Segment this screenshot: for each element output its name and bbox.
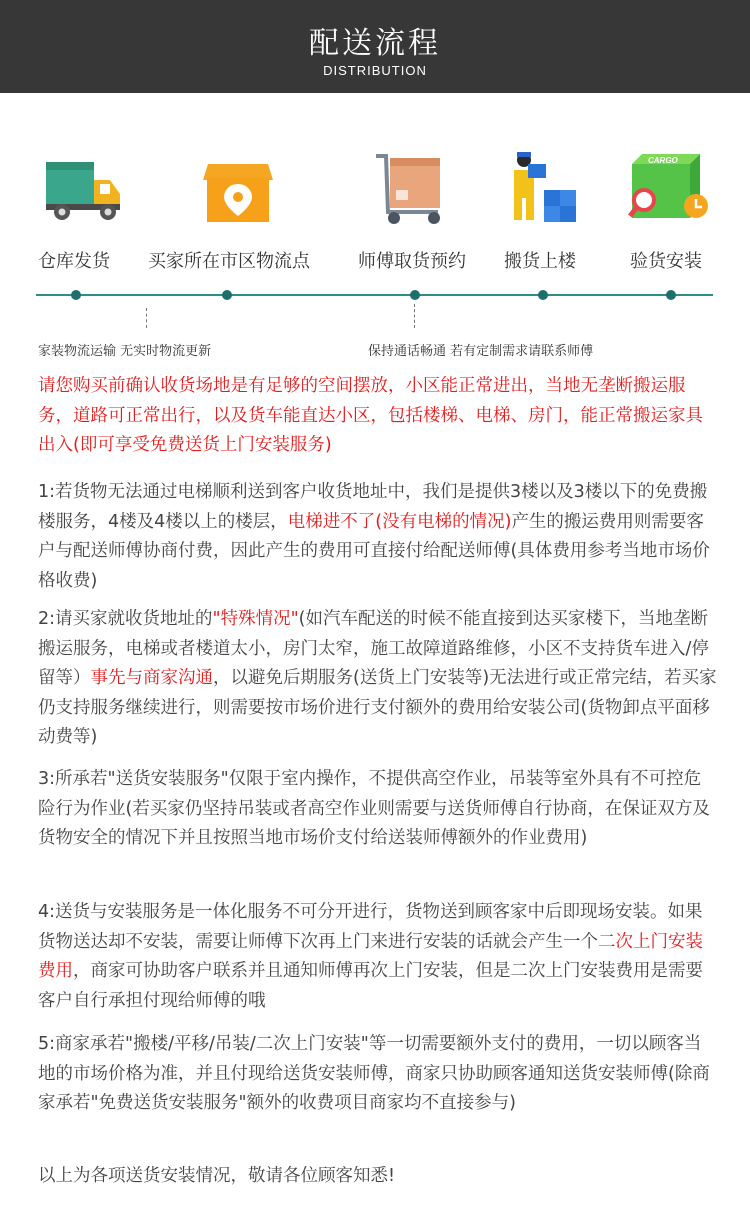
- hand-truck-box-icon: [370, 150, 460, 230]
- page-header: [0, 0, 750, 93]
- timeline-dot: [538, 290, 548, 300]
- policy-paragraph-5: 5:商家承若"搬楼/平移/吊装/二次上门安装"等一切需要额外支付的费用，一切以顾客当地的市场价格为准，并且付现给送货安装师傅，商家只协助顾客通知送货安装师傅(除商家承若"免费送货安装服务"额外的收费项目商家均不直接参与): [38, 1034, 710, 1113]
- page-subtitle: DISTRIBUTION: [323, 63, 427, 78]
- note-keep-phone: 保持通话畅通 若有定制需求请联系师傅: [368, 344, 594, 359]
- timeline-dot: [410, 290, 420, 300]
- policy-paragraph-3: 3:所承若"送货安装服务"仅限于室内操作，不提供高空作业，吊装等室外具有不可控危险行为作业(若买家仍坚持吊装或者高空作业则需要与送货师傅自行协商，在保证双方及货物安全的情况下并且按照当地市场价支付给送装师傅额外的作业费用): [38, 769, 710, 848]
- note-logistics: 家装物流运输 无实时物流更新: [38, 344, 212, 359]
- policy-paragraph-2: 2:请买家就收货地址的"特殊情况"(如汽车配送的时候不能直接到达买家楼下，当地垄断搬运服务，电梯或者楼道太小，房门太窄，施工故障道路维修，小区不支持货车进入/停留等）事先与商家沟通，以避免后期服务(送货上门安装等)无法进行或正常完结，若买家仍支持服务继续进行，则需要按市场价进行支付额外的费用给安装公司(货物卸点平面移动费等): [38, 609, 717, 747]
- step-label-inspect-install: 验货安装: [630, 251, 702, 272]
- timeline-dot: [222, 290, 232, 300]
- timeline-divider: [146, 308, 147, 328]
- delivery-truck-icon: [38, 150, 128, 230]
- timeline-divider: [414, 304, 415, 328]
- step-label-local-logistics: 买家所在市区物流点: [148, 251, 310, 272]
- worker-carrying-boxes-icon: [500, 150, 590, 230]
- timeline-line: [36, 294, 713, 296]
- timeline-dot: [666, 290, 676, 300]
- policy-paragraph-4: 4:送货与安装服务是一体化服务不可分开进行，货物送到顾客家中后即现场安装。如果货物送达却不安装，需要让师傅下次再上门来进行安装的话就会产生一个二次上门安装费用，商家可协助客户联系并且通知师傅再次上门安装，但是二次上门安装费用是需要客户自行承担付现给师傅的哦: [38, 902, 703, 1011]
- step-label-carry-upstairs: 搬货上楼: [504, 251, 576, 272]
- step-label-warehouse: 仓库发货: [38, 251, 110, 272]
- policy-paragraph-1: 1:若货物无法通过电梯顺利送到客户收货地址中，我们是提供3楼以及3楼以下的免费搬楼服务，4楼及4楼以上的楼层，电梯进不了(没有电梯的情况)产生的搬运费用则需要客户与配送师傅协商付费，因此产生的费用可直接付给配送师傅(具体费用参考当地市场价格收费): [38, 482, 710, 591]
- cargo-label: CARGO: [648, 156, 678, 165]
- notice-paragraph: 请您购买前确认收货场地是有足够的空间摆放，小区能正常进出，当地无垄断搬运服务，道路可正常出行，以及货车能直达小区，包括楼梯、电梯、房门，能正常搬运家具出入(即可享受免费送货上门安装服务): [38, 376, 703, 455]
- page-title: 配送流程: [309, 26, 441, 61]
- timeline-dot: [71, 290, 81, 300]
- location-house-icon: [193, 150, 283, 230]
- closing-paragraph: 以上为各项送货安装情况，敬请各位顾客知悉!: [38, 1166, 396, 1186]
- cargo-inspection-icon: [624, 150, 714, 230]
- step-label-pickup-appointment: 师傅取货预约: [358, 251, 466, 272]
